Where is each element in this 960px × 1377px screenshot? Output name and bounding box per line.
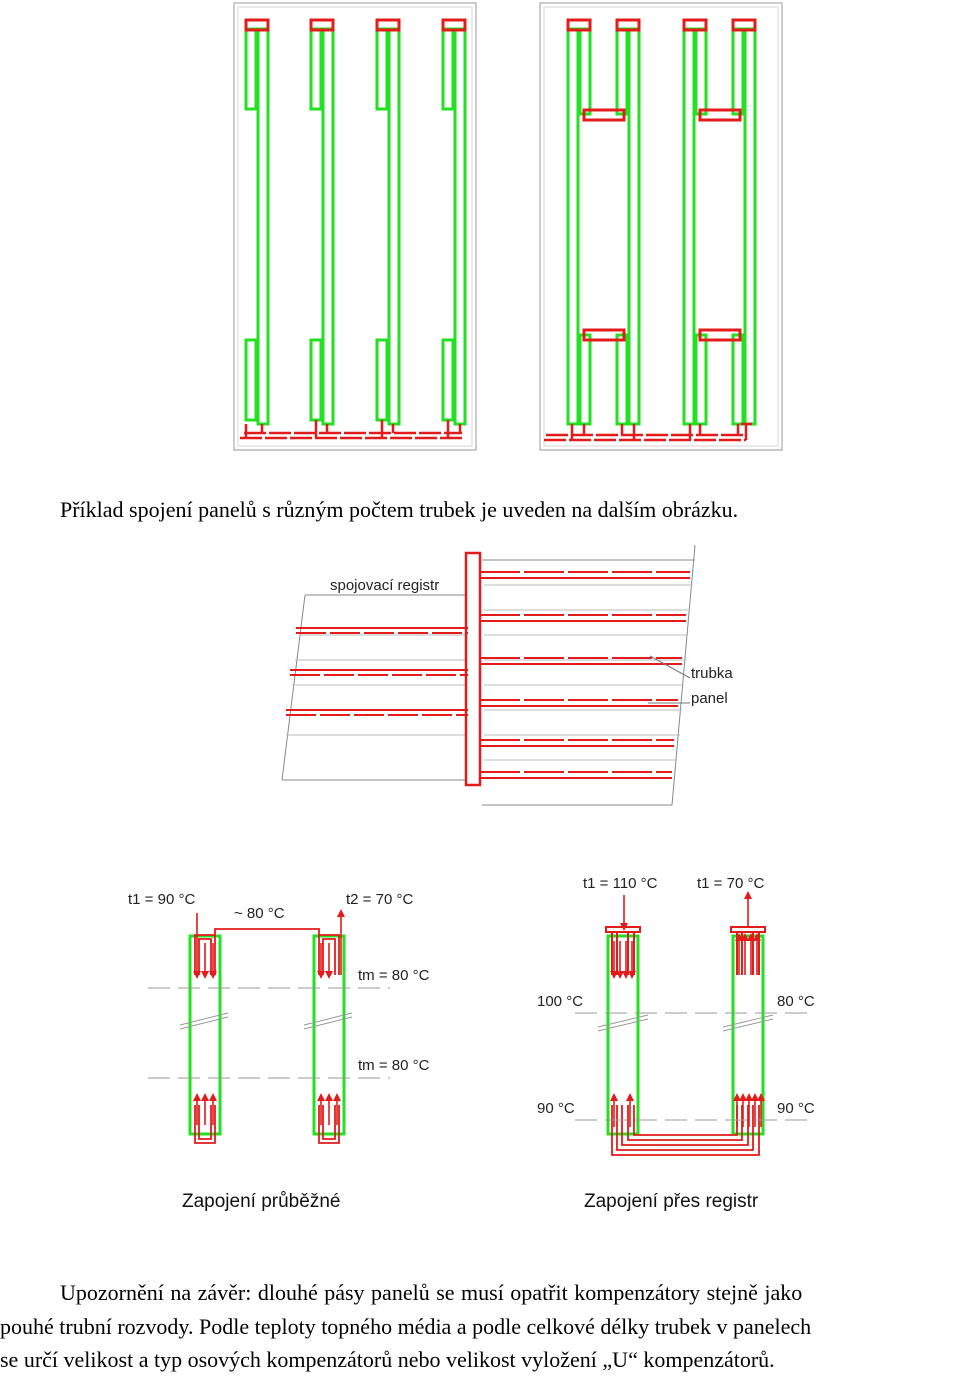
intro-sentence: Příklad spojení panelů s různým počtem trubek je uveden na dalším obrázku. [60,497,739,522]
right-panel-caps [568,20,755,340]
register-red-pipes-right [480,572,690,778]
caption-left-scheme: Zapojení průběžné [182,1191,341,1212]
closing-paragraph-line-1: Upozornění na závěr: dlouhé pásy panelů se musí opatřit kompenzátory stejně jako [60,1280,803,1305]
label-left-tm-upper: tm = 80 °C [358,967,430,984]
panel-layout-figure [0,0,960,460]
label-right-lower-left: 90 °C [537,1100,575,1117]
label-right-upper-left: 100 °C [537,993,584,1010]
label-left-t1: t1 = 90 °C [128,891,196,908]
left-panel-pipes [246,29,465,424]
label-left-mid: ~ 80 °C [234,905,285,922]
right-panel-pipes [568,29,755,424]
register-red-pipes-left [286,628,468,715]
register-figure [0,540,960,820]
scheme-register [537,875,815,1212]
label-trubka: trubka [691,665,733,682]
left-panel-caps [246,20,465,30]
panel-frame-left-inner [238,7,472,446]
closing-paragraph-line-2: pouhé trubní rozvody. Podle teploty topného média a podle celkové délky trubek v panelech [0,1314,812,1339]
right-panel-header [544,424,752,440]
left-panel-header [240,420,462,438]
caption-right-scheme: Zapojení přes registr [584,1191,759,1212]
label-left-t2: t2 = 70 °C [346,891,414,908]
label-right-t1-out: t1 = 70 °C [697,875,765,892]
register-bar [466,553,480,785]
label-left-tm-lower: tm = 80 °C [358,1057,430,1074]
closing-paragraph-line-3: se určí velikost a typ osových kompenzátorů nebo velikost vyložení „U“ kompenzátorů. [0,1347,775,1372]
scheme-continuous [128,891,430,1212]
label-panel: panel [691,690,728,707]
register-grey-lines [286,585,693,760]
panel-frame-left [234,3,476,450]
label-right-lower-right: 90 °C [777,1100,815,1117]
connection-schemes-figure [0,865,960,1225]
label-right-upper-right: 80 °C [777,993,815,1010]
label-right-t1-in: t1 = 110 °C [583,875,658,892]
label-spojovaci-registr: spojovací registr [330,577,440,594]
